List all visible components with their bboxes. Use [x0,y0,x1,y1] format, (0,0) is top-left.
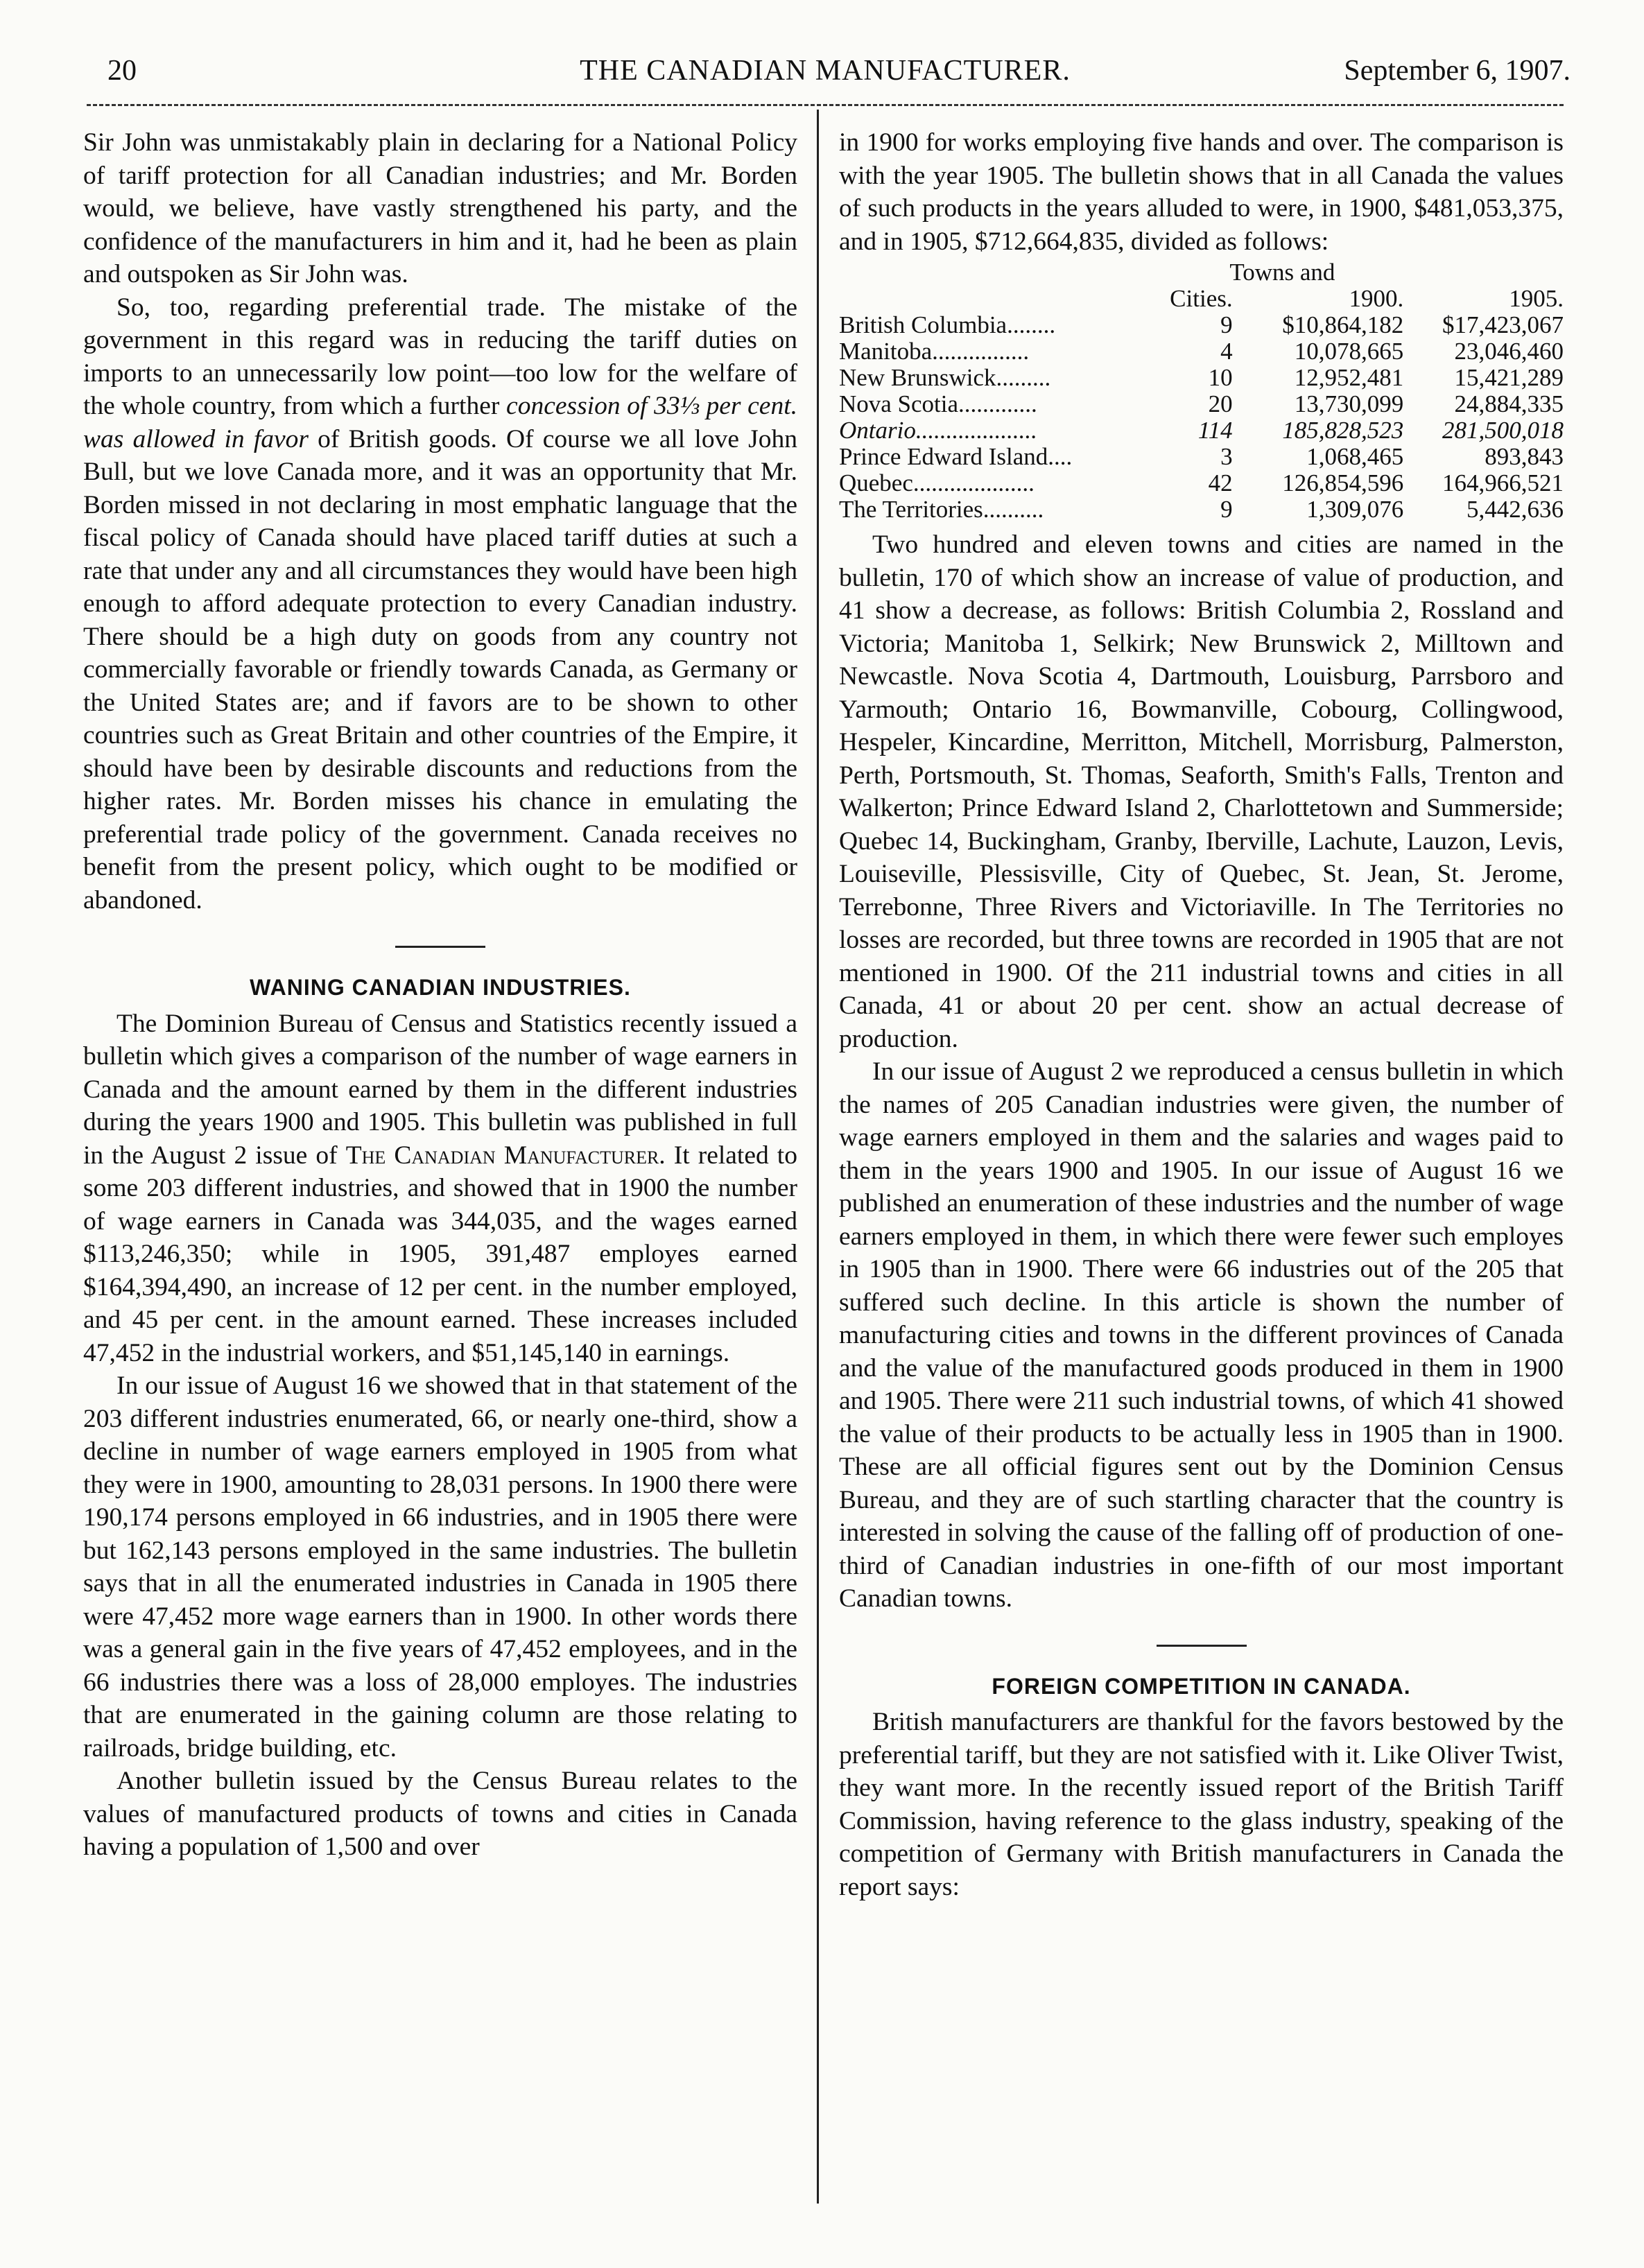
province-cell: The Territories.......... [839,496,1044,523]
value-1905-cell: 23,046,460 [1454,338,1564,365]
table-row [839,365,1564,391]
section-separator [395,946,485,948]
table-row [839,391,1564,417]
left-column [83,126,797,1864]
section-heading: WANING CANADIAN INDUSTRIES. [250,975,631,1000]
publication-title: THE CANADIAN MANUFACTURER. [580,55,1071,87]
table-row [839,338,1564,365]
value-1905-cell: 15,421,289 [1454,364,1564,391]
towns-count-cell: 20 [1208,390,1233,417]
table-row [839,312,1564,338]
province-cell: Ontario.................... [839,417,1037,444]
paragraph: In our issue of August 2 we reproduced a census bulletin in which the names of 205 Canadian industries were given, the number of wage earners employed in them and the salaries and wages paid to them in the years 1900 and 1905. In our issue of August 16 we published an enumeration of these industries and the number of wage earners employed in them, in which there were fewer such employes in 1905 than in 1900. There were 66 industries out of the 205 that suffered such decline. In this article is shown the number of manufacturing cities and towns in the different provinces of Canada and the value of the manufactured goods produced in them in 1900 and 1905. There were 211 such industrial towns, of which 41 showed the value of their products to be actually less in 1905 than in 1900. These are all official figures sent out by the Dominion Census Bureau, and they are of such startling character that the country is interested in solving the cause of the falling off of production of one-third of Canadian industries in one-fifth of our most important Canadian towns. [839,1057,1564,1613]
value-1900-cell: 185,828,523 [1282,417,1404,444]
value-1905-cell: 281,500,018 [1442,417,1564,444]
province-cell: Prince Edward Island.... [839,443,1073,470]
paragraph: Sir John was unmistakably plain in declaring for a National Policy of tariff protection for all Canadian industries; and Mr. Borden would, we believe, have vastly strengthened his party, and the confidence of the manufacturers in him and it, had he been as plain and outspoken as Sir John was. [83,128,797,288]
value-1900-cell: $10,864,182 [1282,311,1404,338]
table-row [839,444,1564,470]
province-cell: Nova Scotia............. [839,390,1037,417]
paragraph: Two hundred and eleven towns and cities are named in the bulletin, 170 of which show an increase of value of production, and 41 show a decrease, as follows: British Columbia 2, Rossland and Victoria; Manitoba 1, Selkirk; New Brunswick 2, Milltown and Newcastle. Nova Scotia 4, Dartmouth, Louisburg, Parrsboro and Yarmouth; Ontario 16, Bowmanville, Cobourg, Collingwood, Hespeler, Kincardine, Merritton, Mitchell, Morrisburg, Palmerston, Perth, Portsmouth, St. Thomas, Seaforth, Smith's Falls, Trenton and Walkerton; Prince Edward Island 2, Charlottetown and Summerside; Quebec 14, Buckingham, Granby, Iberville, Lachute, Lauzon, Levis, Louiseville, Plessisville, City of Quebec, St. Jean, St. Jerome, Terrebonne, Three Rivers and Victoriaville. In The Territories no losses are recorded, but three towns are recorded in 1905 that are not mentioned in 1900. Of the 211 industrial towns and cities in all Canada, 41 or about 20 per cent. show an actual decrease of production. [839,530,1564,1053]
towns-count-cell: 3 [1220,443,1233,470]
table-header-1905: 1905. [1509,285,1564,312]
paragraph: in 1900 for works employing five hands and over. The comparison is with the year 1905. The bulletin shows that in all Canada the values of such products in the years alluded to were, in 1900, $481,053,375, and in 1905, $712,664,835, divided as follows: [839,128,1564,256]
province-cell: British Columbia........ [839,311,1056,338]
right-column [839,126,1564,1903]
value-1905-cell: 893,843 [1485,443,1564,470]
paragraph: So, too, regarding preferential trade. The mistake of the government in this regard was in reducing the tariff duties on imports to an unnecessarily low point—too low for the welfare of the whole country, from which a further concession of 33⅓ per cent. was allowed in favor of British goods. Of course we all love John Bull, but we love Canada more, and it was an opportunity that Mr. Borden missed in not declaring in most emphatic language that the fiscal policy of Canada should have placed tariff duties at such a rate that under any and all circumstances they would have been high enough to afford adequate protection to every Canadian industry. There should be a high duty on goods from any country not commercially favorable or friendly towards Canada, as Germany or the United States are; and if favors are to be shown to other countries such as Great Britain and other countries of the Empire, it should have been by desirable discounts and reductions from the higher rates. Mr. Borden misses his chance in emulating the preferential trade policy of the government. Canada receives no benefit from the present policy, which ought to be modified or abandoned. [83,293,797,915]
province-cell: Manitoba................ [839,338,1030,365]
value-1900-cell: 10,078,665 [1294,338,1404,365]
towns-count-cell: 9 [1220,496,1233,523]
value-1905-cell: 164,966,521 [1442,469,1564,496]
table-row [839,417,1564,444]
table-header-towns: Towns and [1229,259,1335,286]
page-header [80,54,1571,96]
value-1905-cell: 24,884,335 [1454,390,1564,417]
page-number: 20 [107,55,137,87]
table-header-1900: 1900. [1349,285,1404,312]
column-divider [817,110,819,2204]
value-1900-cell: 13,730,099 [1294,390,1404,417]
paragraph: British manufacturers are thankful for the favors bestowed by the preferential tariff, but they are not satisfied with it. Like Oliver Twist, they want more. In the recently issued report of the British Tariff Commission, having reference to the glass industry, speaking of the competition of Germany with British manufacturers in Canada the report says: [839,1708,1564,1901]
province-cell: New Brunswick......... [839,364,1051,391]
paragraph: The Dominion Bureau of Census and Statistics recently issued a bulletin which gives a comparison of the number of wage earners in Canada and the amount earned by them in the different industries during the years 1900 and 1905. This bulletin was published in full in the August 2 issue of The Canadian Manufacturer. It related to some 203 different industries, and showed that in 1900 the number of wage earners in Canada was 344,035, and the wages earned $113,246,350; while in 1905, 391,487 employes earned $164,394,490, an increase of 12 per cent. in the number employed, and 45 per cent. in the amount earned. These increases included 47,452 in the industrial workers, and $51,145,140 in earnings. [83,1009,797,1367]
section-separator [1157,1645,1247,1647]
value-1905-cell: $17,423,067 [1442,311,1564,338]
towns-count-cell: 42 [1208,469,1233,496]
towns-count-cell: 9 [1220,311,1233,338]
value-1900-cell: 1,068,465 [1306,443,1404,470]
value-1905-cell: 5,442,636 [1466,496,1564,523]
section-heading: FOREIGN COMPETITION IN CANADA. [992,1673,1411,1699]
production-table [839,259,1564,523]
paragraph: In our issue of August 16 we showed that in that statement of the 203 different industries enumerated, 66, or nearly one-third, show a decline in number of wage earners employed in 1905 from what they were in 1900, amounting to 28,031 persons. In 1900 there were 190,174 persons employed in 66 industries, and in 1905 there were but 162,143 persons employed in the same industries. The bulletin says that in all the enumerated industries in Canada in 1905 there were 47,452 more wage earners than in 1900. In other words there was a general gain in the five years of 47,452 employees, and in the 66 industries there was a loss of 28,000 employes. The industries that are enumerated in the gaining column are those relating to railroads, bridge building, etc. [83,1371,797,1763]
paragraph: Another bulletin issued by the Census Bureau relates to the values of manufactured products of towns and cities in Canada having a population of 1,500 and over [83,1767,797,1861]
towns-count-cell: 10 [1208,364,1233,391]
towns-count-cell: 114 [1197,417,1233,444]
province-cell: Quebec.................... [839,469,1035,496]
table-row [839,470,1564,496]
issue-date: September 6, 1907. [1344,55,1571,87]
header-rule [87,104,1564,106]
table-header-cities: Cities. [1170,285,1233,312]
value-1900-cell: 1,309,076 [1306,496,1404,523]
towns-count-cell: 4 [1220,338,1233,365]
table-row [839,496,1564,523]
value-1900-cell: 12,952,481 [1294,364,1404,391]
value-1900-cell: 126,854,596 [1282,469,1404,496]
